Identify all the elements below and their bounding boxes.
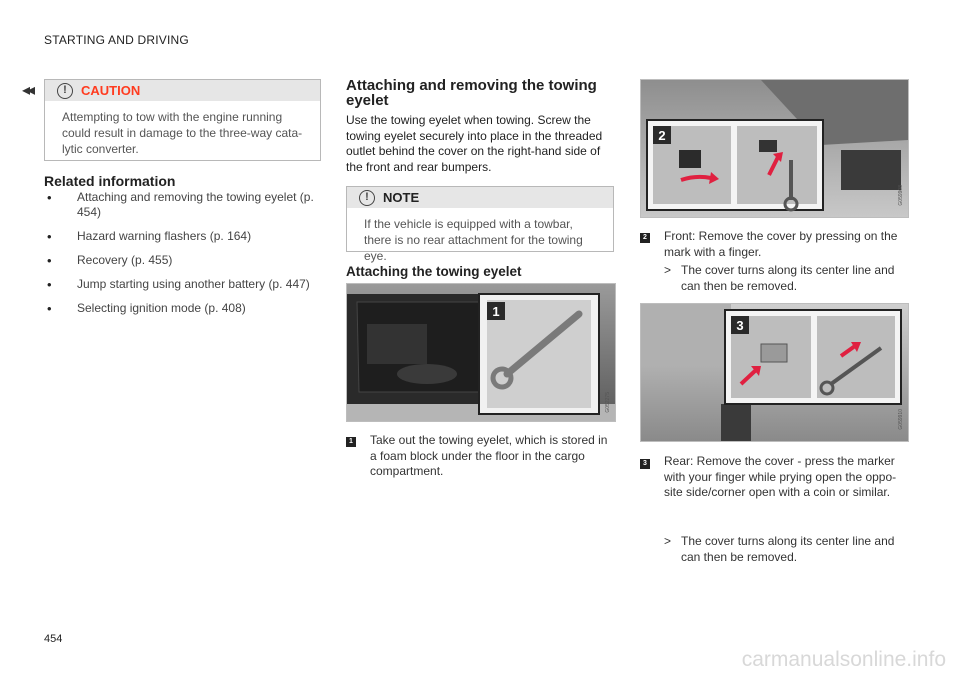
figure-code: G052275 — [605, 392, 611, 413]
footer-watermark — [0, 648, 960, 672]
note-header — [347, 187, 613, 208]
section-header: STARTING AND DRIVING — [44, 33, 189, 47]
intro-paragraph: Use the towing eyelet when towing. Screw the towing eyelet securely into place in the threaded outlet behind the cover on the right-hand side of the front and rear bumpers. — [346, 113, 603, 174]
rear-bumper-illustration — [641, 304, 908, 441]
back-arrows-icon[interactable]: ◂◂ — [22, 82, 33, 99]
figure-label: 3 — [736, 318, 744, 333]
attaching-heading: Attaching the towing eyelet — [346, 264, 522, 279]
step-3-result — [664, 534, 913, 565]
section-heading: Attaching and removing the towing eyelet — [346, 77, 597, 109]
exclamation-circle-icon: ! — [57, 83, 73, 99]
step-1-text: Take out the towing eyelet, which is stored in a foam block under the floor in the cargo compartment. — [370, 433, 608, 478]
related-link-towing-eyelet[interactable]: • Attaching and removing the towing eyelet (p. 454) — [44, 190, 319, 220]
note-box — [346, 186, 614, 263]
related-list — [44, 190, 319, 325]
step-marker: 2 — [640, 233, 650, 243]
note-title: NOTE — [383, 190, 420, 205]
caution-header — [45, 80, 320, 101]
step-marker: 3 — [640, 459, 650, 469]
step-3-result-text: The cover turns along its center line and can then be removed. — [681, 534, 895, 564]
caution-text: Attempting to tow with the engine running could result in damage to the three-way cata-lytic converter. — [62, 110, 303, 156]
step-2-result-text: The cover turns along its center line and can then be removed. — [681, 263, 895, 293]
figure-rear-bumper — [640, 303, 909, 442]
step-2-text: Front: Remove the cover by pressing on the mark with a finger. — [664, 229, 898, 259]
front-bumper-illustration — [641, 80, 908, 217]
exclamation-circle-icon: ! — [359, 190, 375, 206]
page-number: 454 — [44, 633, 63, 645]
figure-code: G059910 — [898, 409, 904, 430]
result-marker: > — [664, 534, 672, 548]
step-3-text: Rear: Remove the cover - press the marker with your finger while prying open the oppo-site side/corner open with a coin or similar. — [664, 454, 897, 499]
related-link-ignition-mode[interactable]: • Selecting ignition mode (p. 408) — [44, 301, 319, 316]
figure-front-bumper — [640, 79, 909, 218]
related-link-recovery[interactable]: • Recovery (p. 455) — [44, 253, 319, 268]
note-text: If the vehicle is equipped with a towbar, there is no rear attachment for the towing eye. — [364, 217, 583, 263]
related-link-jump-starting[interactable]: • Jump starting using another battery (p. 447) — [44, 277, 319, 292]
figure-code: G059908 — [898, 185, 904, 206]
caution-box — [44, 79, 321, 161]
result-marker: > — [664, 263, 672, 277]
watermark-text: carmanualsonline.info — [741, 648, 946, 671]
step-marker: 1 — [346, 437, 356, 447]
cargo-compartment-illustration — [347, 284, 615, 421]
figure-cargo-compartment — [346, 283, 616, 422]
figure-label: 1 — [492, 304, 500, 319]
figure-label: 2 — [658, 128, 666, 143]
step-2-result — [664, 263, 913, 294]
related-link-hazard-flashers[interactable]: • Hazard warning flashers (p. 164) — [44, 229, 319, 244]
related-heading: Related information — [44, 173, 176, 189]
caution-title: CAUTION — [81, 83, 141, 98]
